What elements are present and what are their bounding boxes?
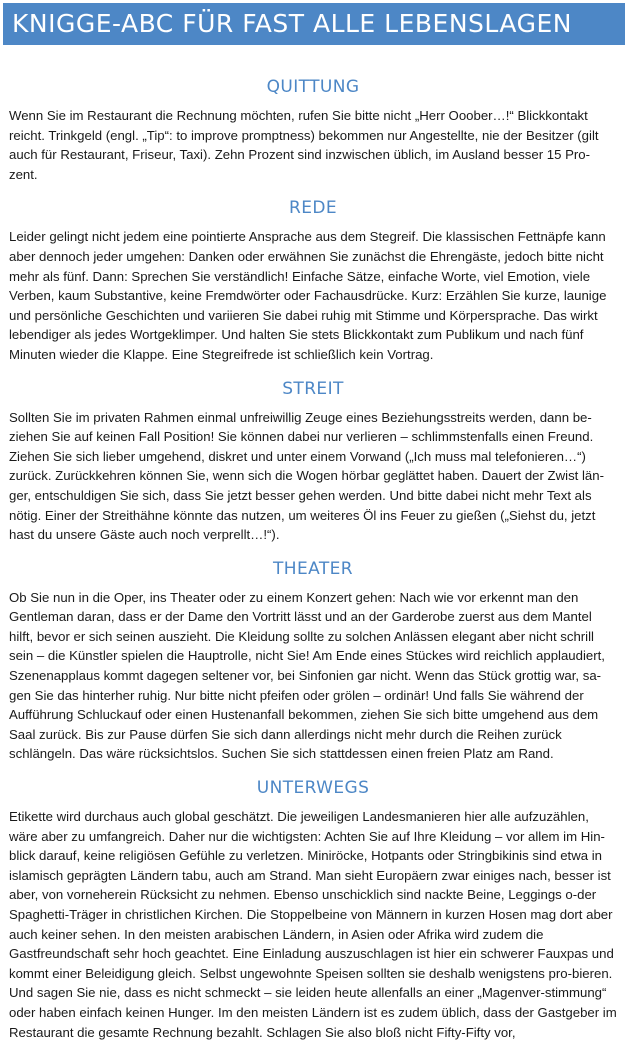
page-header: [3, 3, 625, 45]
section-title: STREIT: [282, 378, 344, 399]
section-title: QUITTUNG: [266, 77, 360, 97]
section-theater: [9, 556, 617, 764]
section-unterwegs: [9, 775, 617, 1042]
section-quittung: [9, 74, 617, 184]
section-text: Etikette wird durchaus auch global geschätzt. Die jeweiligen Landesmanieren hier alle aufzuzählen, wäre aber zu umfangreich. Daher nur die wichtigsten: Achten Sie auf Ihre Kleidung – vor allem im Hin-blick darauf, keine religiösen Gefühle zu verletzen. Miniröcke, Hotpants oder Stringbikinis sind etwa in islamisch geprägten Ländern tabu, auch am Strand. Man sieht Europäern zwar einiges nach, besser ist aber, von vorneherein Rücksicht zu nehmen. Ebenso unschicklich sind nackte Beine, Leggings o-der Spaghetti-Träger in christlichen Kirchen. Die Stoppelbeine von Männern in kurzen Hosen mag dort aber auch keiner sehen. In den meisten arabischen Ländern, in Asien oder Afrika wird zudem die Gastfreundschaft sehr hoch geachtet. Eine Einladung auszuschlagen ist hier ein schwerer Fauxpas und kommt einer Beleidigung gleich. Selbst ungewohnte Speisen sollten sie deshalb wenigstens pro-bieren. Und sagen Sie nie, dass es nicht schmeckt – sie leiden heute allenfalls an einer „Magenver-stimmung“ oder haben einfach keinen Hunger. Im den meisten Ländern ist es zudem üblich, dass der Gastgeber im Restaurant die gesamte Rechnung bezahlt. Schlagen Sie also bloß nicht Fifty-Fifty vor,: [9, 809, 617, 1040]
page-title: KNIGGE-ABC FÜR FAST ALLE LEBENSLAGEN: [12, 9, 572, 38]
section-text: Sollten Sie im privaten Rahmen einmal unfreiwillig Zeuge eines Beziehungsstreits werden, dann be-ziehen Sie auf keinen Fall Position! Sie können dabei nur verlieren – schlimmstenfalls einen Freund. Ziehen Sie sich lieber umgehend, diskret und unter einem Vorwand („Ich muss mal telefonieren…“) zurück. Zurückkehren können Sie, wenn sich die Wogen hörbar geglättet haben. Dauert der Zwist län-ger, entschuldigen Sie sich, dass Sie jetzt besser gehen werden. Und bitte dabei nicht mehr Text als nötig. Einer der Streithähne könnte das nutzen, um weiteres Öl ins Feuer zu gießen („Siehst du, jetzt hast du unsere Gäste auch noch verprellt…!“).: [9, 409, 604, 543]
section-text: Wenn Sie im Restaurant die Rechnung möchten, rufen Sie bitte nicht „Herr Ooober…!“ Blickkontakt reicht. Trinkgeld (engl. „Tip“: to improve promptness) bekommen nur Angestellte, nie der Besitzer (gilt auch für Restaurant, Friseur, Taxi). Zehn Prozent sind inzwischen üblich, im Ausland besser 15 Pro-zent.: [9, 108, 599, 182]
section-title: THEATER: [273, 558, 353, 579]
article-body: [9, 74, 617, 1053]
section-title: UNTERWEGS: [256, 778, 370, 799]
section-text: Leider gelingt nicht jedem eine pointierte Ansprache aus dem Stegreif. Die klassischen Fettnäpfe kann aber dennoch jeder umgehen: Danken oder erwähnen Sie zunächst die Ehrengäste, jedoch bitte nicht mehr als fünf. Dann: Sprechen Sie verständlich! Einfache Sätze, einfache Worte, viel Emotion, viele Verben, kaum Substantive, keine Fremdwörter oder Fachausdrücke. Kurz: Erzählen Sie kurze, launige und persönliche Geschichten und variieren Sie dabei ruhig mit Stimme und Körpersprache. Das wirkt lebendiger als jedes Wortgeklimper. Und halten Sie stets Blickkontakt zum Publikum und nach fünf Minuten wieder die Klappe. Eine Stegreifrede ist schließlich kein Vortrag.: [9, 229, 607, 362]
section-rede: [9, 195, 617, 364]
section-streit: [9, 376, 617, 545]
section-text: Ob Sie nun in die Oper, ins Theater oder zu einem Konzert gehen: Nach wie vor erkennt man den Gentleman daran, dass er der Dame den Vortritt lässt und an der Garderobe zuerst aus dem Mantel hilft, bevor er sich seinen auszieht. Die Kleidung sollte zu solchen Anlässen elegant aber nicht schrill sein – die Künstler spielen die Hauptrolle, nicht Sie! Am Ende eines Stückes wird reichlich applaudiert, Szenenapplaus kommt dagegen seltener vor, bei Sinfonien gar nicht. Wenn das Stück grottig war, sa-gen Sie das hinterher ruhig. Nur bitte nicht pfeifen oder grölen – ordinär! Und falls Sie während der Aufführung Schluckauf oder einen Hustenanfall bekommen, ziehen Sie sich bitte umgehend aus dem Saal zurück. Bis zur Pause dürfen Sie sich dann allerdings nicht mehr durch die Reihen zurück schlängeln. Das wäre rücksichtslos. Suchen Sie sich stattdessen einen freien Platz am Rand.: [9, 589, 605, 762]
section-title: REDE: [289, 198, 337, 219]
